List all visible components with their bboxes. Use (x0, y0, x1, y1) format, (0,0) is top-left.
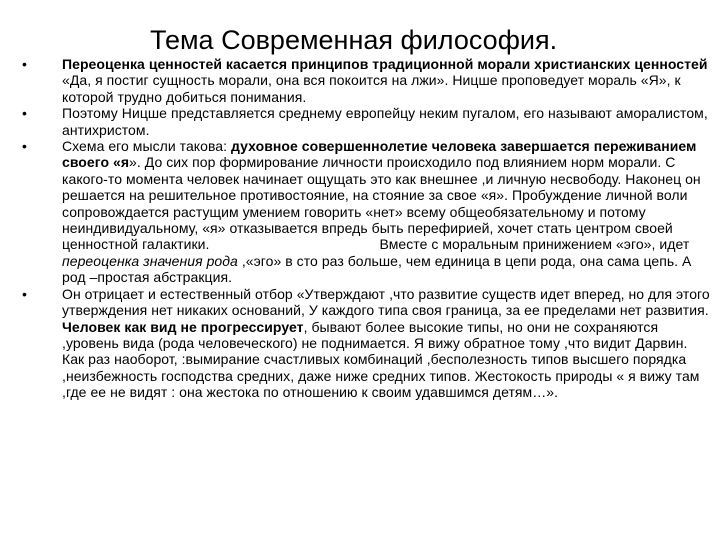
bullet-icon: • (22, 285, 27, 302)
bullet-item (0, 105, 720, 138)
bullet-text: Вместе с моральным принижением «эго», идет (379, 236, 690, 253)
bullet-italic-text: переоценка значения рода (62, 252, 238, 269)
bullet-text: , бывают более высокие типы, но они не сохраняются ,уровень вида (рода человеческого) не поднимается. Я вижу обратное тому ,что видит Дарвин. Как раз наоборот, :вымирание счастливых комбинаций ,бесполезность типов высшего порядка ,неизбежность господства средних, даже ниже средних типов. Жестокость природы « я вижу там ,где ее не видят : она жестока по отношению к своим удавшимся детям…». (62, 318, 700, 401)
bullet-bold-text: Переоценка ценностей касается принципов традиционной морали христианских ценностей (62, 56, 708, 72)
bullet-text: Он отрицает и естественный отбор «Утверждают ,что развитие существ идет вперед, но для этого утверждения нет никаких оснований, У каждого типа своя граница, за ее пределами нет развития. (62, 285, 710, 319)
bullet-text: ». (129, 154, 141, 171)
bullet-text: Поэтому Ницше представляется среднему европейцу неким пугалом, его называют аморалистом, антихристом. (62, 105, 708, 138)
bullet-item (0, 138, 720, 286)
bullet-bold-text: духовное совершеннолетие человека завершается переживанием своего «я (62, 138, 697, 171)
bullet-text: ,«эго» в сто раз больше, чем единица в цепи рода, она сама цепь. А род –простая абстракция. (62, 252, 692, 286)
bullet-bold-text: Человек как вид не прогрессирует (62, 318, 304, 335)
bullet-item (0, 56, 720, 105)
bullet-text: Схема его мысли такова: (62, 138, 232, 155)
bullet-item (0, 286, 720, 401)
bullet-icon: • (22, 56, 27, 72)
bullet-text: До сих пор формирование личности происходило под влиянием норм морали. С какого-то момента человек начинает ощущать это как внешнее ,и личную несвободу. Наконец он решается на решительное противостояние, на стояние за свое «я». Пробуждение личной воли сопровождается растущим умением говорить «нет» всему общеобязательному и потому неиндивидуальному, «я» отказывается впредь быть перефирией, хочет стать центром своей ценностной галактики. (62, 154, 701, 253)
bullet-text: «Да, я постиг сущность морали, она вся покоится на лжи». Ницше проповедует мораль «Я», к которой трудно добиться понимания. (62, 72, 681, 105)
slide-content (0, 56, 720, 401)
slide-title: Тема Современная философия. (150, 25, 558, 55)
bullet-icon: • (22, 105, 27, 122)
bullet-icon: • (22, 138, 27, 155)
